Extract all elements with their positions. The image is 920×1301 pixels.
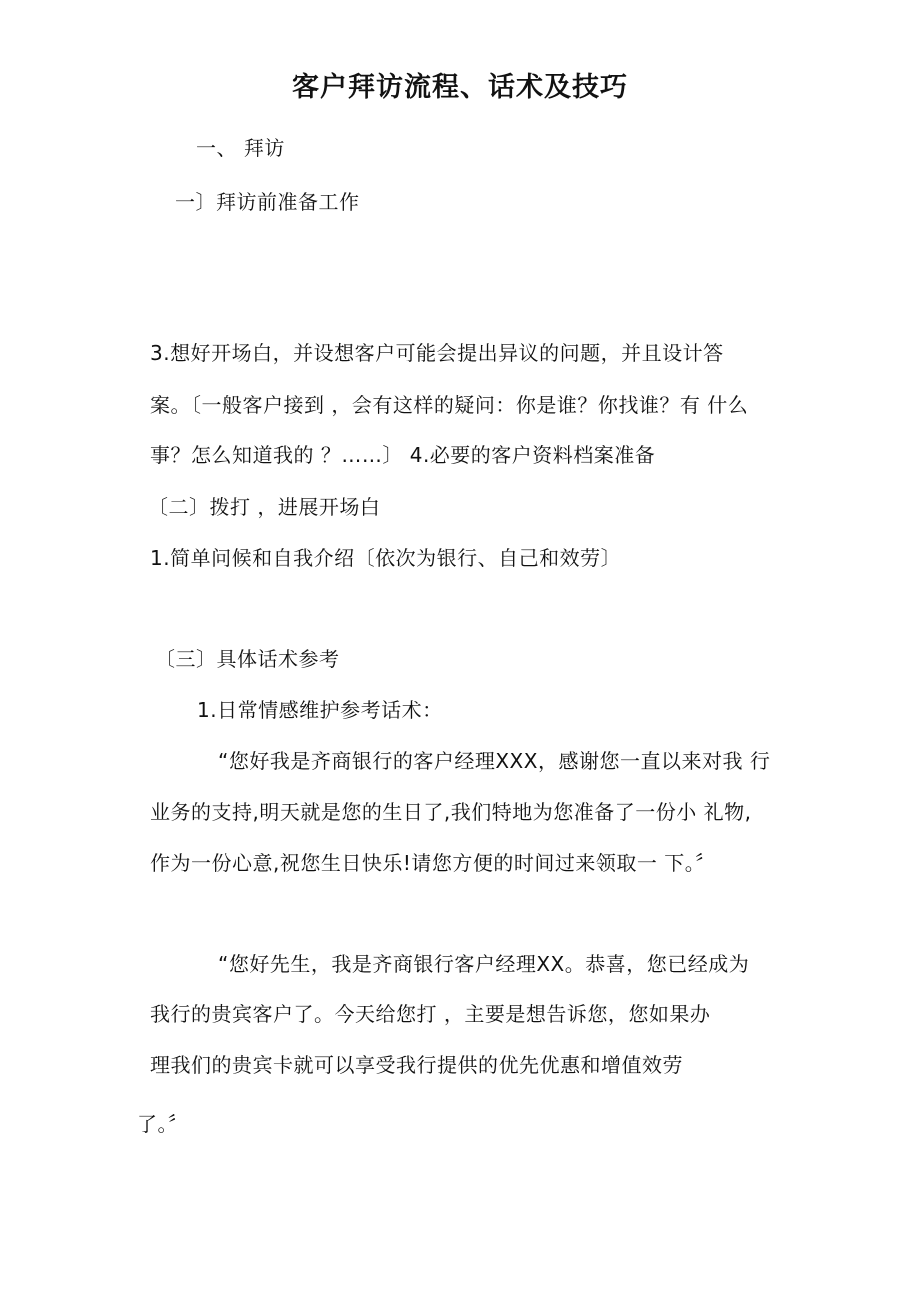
paragraph-line: 事？怎么知道我的 ？……〕 4.必要的客户资料档案准备 [150,443,656,467]
subsection-heading-call: 〔二〕拨打 ，进展开场白 [148,495,381,519]
quote-line: 业务的支持,明天就是您的生日了,我们特地为您准备了一份小 礼物, [150,800,752,824]
document-title: 客户拜访流程、话术及技巧 [292,72,628,103]
quote-line: 作为一份心意,祝您生日快乐!请您方便的时间过来领取一 下。〞 [150,851,716,875]
section-heading-visit: 一、 拜访 [196,136,285,160]
paragraph-line: 1.日常情感维护参考话术： [197,698,443,722]
paragraph-line: 1.简单问候和自我介绍〔依次为银行、自己和效劳〕 [150,546,622,570]
quote-line: 我行的贵宾客户了。今天给您打 ，主要是想告诉您，您如果办 [150,1002,711,1026]
paragraph-line: 3.想好开场白，并设想客户可能会提出异议的问题，并且设计答 [150,341,724,365]
subsection-heading-scripts: 〔三〕具体话术参考 [155,647,340,671]
quote-line: 理我们的贵宾卡就可以享受我行提供的优先优惠和增值效劳 [150,1053,683,1077]
quote-line: 了。〞 [137,1112,189,1136]
quote-line: “您好我是齐商银行的客户经理XXX，感谢您一直以来对我 行 [218,749,771,773]
paragraph-line: 案。〔一般客户接到 ，会有这样的疑问：你是谁？你找谁？有 什么 [150,393,749,417]
subsection-heading-preparation: 一〕拜访前准备工作 [175,190,360,214]
quote-line: “您好先生，我是齐商银行客户经理XX。恭喜，您已经成为 [218,952,750,976]
